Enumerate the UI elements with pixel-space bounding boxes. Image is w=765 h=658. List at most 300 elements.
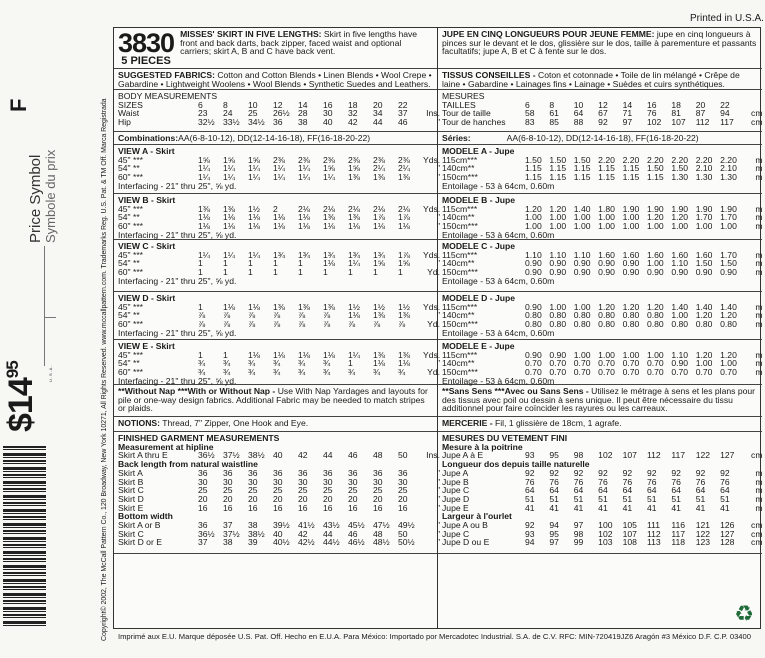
row-value: 102 [598, 450, 613, 461]
row-value: 34 [373, 108, 383, 119]
row-value: ⅞ [223, 310, 231, 321]
row-value: 42 [298, 450, 308, 461]
row-value: 1.15 [573, 172, 591, 183]
row-value: 16 [248, 502, 258, 513]
row-value: 1.15 [573, 163, 591, 174]
row-label: 60" *** [118, 267, 144, 278]
row-value: 36 [273, 117, 283, 128]
row-value: 1⅝ [248, 154, 260, 165]
row-value: 1.00 [598, 221, 615, 232]
view-section [438, 240, 762, 292]
notions-label: MERCERIE - [442, 418, 493, 428]
view-title: MODELE D - Jupe [442, 293, 516, 303]
measurement-row [442, 537, 763, 548]
row-value: 40½ [273, 537, 290, 548]
row-value: 1.20 [720, 310, 737, 321]
row-value: ¾ [273, 358, 281, 369]
row-value: 0.90 [525, 258, 542, 269]
row-value: 1⅞ [373, 212, 385, 223]
row-value: 20 [248, 493, 258, 504]
row-value: 1.00 [549, 212, 567, 223]
row-value: 37 [198, 537, 208, 548]
row-value: 37½ [223, 450, 240, 461]
row-value: 1⅜ [323, 301, 335, 312]
row-value: 16 [198, 502, 208, 513]
row-value: 1.15 [646, 172, 664, 183]
price-code: F [6, 98, 31, 112]
row-value: 0.80 [622, 319, 640, 330]
interfacing: Entoilage - 53 à 64cm, 0.60m [442, 327, 555, 338]
row-value: 1⅛ [248, 212, 260, 223]
row-value: 1 [198, 258, 203, 269]
row-value: 58 [525, 108, 535, 119]
view-section [114, 292, 441, 340]
row-value: 20 [198, 493, 208, 504]
row-value: 0.90 [671, 358, 689, 369]
row-value: 0.80 [646, 310, 664, 321]
row-value: 126 [720, 520, 735, 531]
header-section [438, 28, 762, 69]
row-unit: " [436, 172, 440, 183]
row-value: ¾ [198, 358, 206, 369]
row-unit: m [755, 358, 763, 369]
combinations [442, 134, 759, 143]
row-value: 1 [373, 267, 378, 278]
row-value: 1.30 [671, 172, 689, 183]
row-value: 18 [348, 99, 358, 110]
row-value: 1⅛ [323, 349, 335, 360]
row-value: 92 [671, 467, 681, 478]
row-value: 0.90 [549, 267, 567, 278]
measurement-row [442, 117, 763, 128]
row-value: 2.10 [695, 163, 713, 174]
row-value: 1¼ [248, 163, 260, 174]
row-value: ¾ [273, 367, 281, 378]
row-value: 10 [248, 99, 258, 110]
row-value: 0.90 [525, 349, 542, 360]
row-value: 25 [248, 108, 258, 119]
row-value: ¾ [348, 367, 356, 378]
row-value: 2 [273, 203, 278, 214]
row-value: 94 [549, 520, 559, 531]
row-value: 98 [573, 528, 584, 539]
view-section [114, 145, 441, 194]
view-title: VIEW C - Skirt [118, 241, 176, 251]
row-value: 71 [622, 108, 633, 119]
row-value: ¾ [223, 358, 231, 369]
row-value: 1¼ [348, 349, 360, 360]
nap-note-text: Utilisez le métrage à sens et les plans pour des tissus avec poil ou dessin à sens unique. Il peut être nécessaire du tissu additionnel pour faire coïncider les rayures ou les carreaux. [442, 386, 756, 414]
row-value: 48 [373, 528, 383, 539]
nap-note [442, 387, 759, 413]
row-value: ⅞ [248, 310, 256, 321]
row-value: 127 [720, 528, 735, 539]
row-value: 87 [695, 108, 706, 119]
row-value: 1¼ [223, 172, 235, 183]
row-value: 2.10 [720, 163, 737, 174]
row-value: 64 [525, 485, 535, 496]
row-value: 1.50 [646, 163, 664, 174]
row-value: 1⅜ [398, 172, 410, 183]
row-unit: Yds. [423, 203, 441, 214]
row-value: 1.60 [695, 249, 713, 260]
row-value: 112 [695, 117, 710, 128]
row-label: 60" *** [118, 221, 144, 232]
row-value: 1 [248, 267, 253, 278]
row-value: 36 [348, 467, 358, 478]
row-label: Waist [118, 108, 140, 119]
fabrics [118, 71, 434, 88]
row-value: 92 [525, 467, 535, 478]
view-title: MODELE E - Jupe [442, 341, 515, 351]
row-value: 1.60 [646, 249, 664, 260]
row-value: 41 [573, 502, 584, 513]
row-unit: " [436, 502, 440, 513]
row-value: 50 [398, 528, 408, 539]
fabrics-text: Coton et cotonnade • Toile de lin mélangé • Crêpe de laine • Gabardine • Lainages fins • Lainage • Suèdes et cuirs synthétiques. [442, 70, 740, 89]
nap-note-text: Use With Nap Yardages and layouts for pile or one-way design fabrics. Additional Fabric may be needed to match stripes or plaids. [118, 386, 428, 414]
row-value: 0.90 [549, 349, 567, 360]
row-value: 46 [398, 117, 408, 128]
view-title: VIEW D - Skirt [118, 293, 176, 303]
row-value: 0.80 [573, 319, 591, 330]
row-value: 116 [671, 520, 686, 531]
row-unit: m [755, 163, 763, 174]
nap-note-section [438, 385, 762, 417]
row-value: ¾ [248, 367, 256, 378]
row-label: Jupe C [442, 528, 470, 539]
row-value: 1¼ [223, 163, 235, 174]
body-measurements-section [438, 90, 762, 132]
row-label: 140cm** [442, 358, 475, 369]
row-value: 0.90 [525, 301, 542, 312]
row-value: 41 [720, 502, 730, 513]
row-value: 30 [298, 476, 308, 487]
row-value: 34½ [248, 117, 265, 128]
row-unit: m [755, 485, 763, 496]
row-value: 1¼ [248, 249, 260, 260]
measurement-row [118, 537, 440, 548]
pattern-description-text: Skirt in five lengths have front and back darts, back zipper, faced waist and optional carriers; skirt A, B and C have back vent. [180, 29, 418, 57]
row-label: 150cm*** [442, 172, 478, 183]
row-value: 2.20 [720, 154, 737, 165]
row-value: 2⅛ [323, 203, 335, 214]
row-value: 0.70 [525, 367, 542, 378]
row-label: 60" *** [118, 319, 144, 330]
row-value: 25 [248, 485, 258, 496]
row-label: 54" ** [118, 212, 140, 223]
row-value: 16 [323, 99, 333, 110]
row-value: 36½ [198, 528, 215, 539]
row-unit: Yds. [423, 154, 441, 165]
row-value: 1 [398, 267, 403, 278]
row-unit: m [755, 467, 763, 478]
row-label: 45" *** [118, 154, 144, 165]
row-value: 24 [223, 108, 233, 119]
interfacing: Entoilage - 53 à 64cm, 0.60m [442, 180, 555, 191]
row-value: 113 [646, 537, 661, 548]
view-section [114, 240, 441, 292]
row-label: 140cm** [442, 212, 475, 223]
row-unit: Yd. [427, 367, 440, 378]
row-value: 92 [598, 467, 608, 478]
row-label: 54" ** [118, 358, 140, 369]
row-value: 2⅜ [298, 154, 310, 165]
row-unit: cm [751, 117, 763, 128]
row-label: Jupe B [442, 476, 469, 487]
row-value: 44 [323, 450, 333, 461]
row-value: 25 [323, 485, 333, 496]
row-unit: cm [751, 528, 763, 539]
view-title: MODELE C - Jupe [442, 241, 516, 251]
row-value: 1.90 [671, 203, 689, 214]
row-label: 150cm*** [442, 267, 478, 278]
row-value: 28 [298, 108, 308, 119]
row-value: 1.00 [646, 349, 664, 360]
row-unit: m [755, 310, 763, 321]
row-value: 1⅝ [323, 163, 335, 174]
row-value: 105 [622, 520, 637, 531]
row-value: 1.15 [622, 163, 640, 174]
row-value: 1.40 [720, 301, 737, 312]
row-value: 1.20 [695, 349, 713, 360]
row-value: 51 [598, 493, 608, 504]
row-value: 30 [248, 476, 258, 487]
row-value: 20 [223, 493, 233, 504]
row-value: 0.90 [525, 267, 542, 278]
row-value: 40 [273, 528, 283, 539]
row-value: 39 [248, 537, 258, 548]
row-value: 76 [525, 476, 535, 487]
row-value: 2.20 [598, 154, 615, 165]
row-value: 14 [298, 99, 308, 110]
row-value: 1.80 [598, 203, 615, 214]
row-unit: m [755, 319, 763, 330]
row-value: ¾ [223, 367, 231, 378]
row-value: 46½ [348, 537, 365, 548]
row-value: 1⅛ [298, 221, 310, 232]
row-value: 1⅛ [398, 358, 410, 369]
row-value: 12 [598, 99, 608, 110]
finished-heading: FINISHED GARMENT MEASUREMENTS [118, 433, 280, 443]
row-value: 81 [671, 108, 681, 119]
row-value: 107 [622, 528, 637, 539]
row-value: 1.15 [622, 172, 640, 183]
row-value: 41 [598, 502, 608, 513]
row-value: 64 [695, 485, 706, 496]
pieces-count: 5 PIECES [121, 55, 171, 67]
row-value: 0.80 [549, 310, 567, 321]
row-label: Skirt A [118, 467, 143, 478]
row-value: 1⅜ [223, 203, 235, 214]
row-value: 0.70 [598, 358, 615, 369]
row-value: 1.00 [549, 301, 567, 312]
row-value: 112 [646, 528, 661, 539]
row-value: 1.30 [695, 172, 713, 183]
pattern-number: 3830 [118, 28, 175, 58]
interfacing: Interfacing - 21" thru 25", ⅝ yd. [118, 375, 237, 386]
row-unit: " [436, 163, 440, 174]
row-unit: m [755, 172, 763, 183]
pattern-description-text: jupe en cinq longueurs à pinces sur le devant et le dos, glissière sur le dos, taille à parementure et passants facultatifs; jupe A, B et C à fente sur le dos. [442, 29, 757, 57]
row-value: 51 [695, 493, 706, 504]
row-value: 46 [348, 450, 358, 461]
row-value: 36 [298, 467, 308, 478]
row-value: ⅞ [198, 310, 206, 321]
row-value: 1 [223, 349, 228, 360]
english-column [114, 28, 441, 628]
price-dollars: $14 [2, 378, 40, 432]
row-value: 51 [646, 493, 657, 504]
row-value: 51 [549, 493, 559, 504]
row-value: 1.40 [671, 301, 689, 312]
row-value: 1½ [248, 203, 260, 214]
row-value: 46 [348, 528, 358, 539]
row-value: 1.15 [598, 172, 615, 183]
row-label: 60" *** [118, 172, 144, 183]
interfacing: Interfacing - 21" thru 25", ⅝ yd. [118, 229, 237, 240]
row-value: 51 [525, 493, 535, 504]
row-unit: Ins. [426, 108, 440, 119]
view-title: VIEW B - Skirt [118, 195, 176, 205]
row-value: 30 [348, 476, 358, 487]
row-value: 10 [573, 99, 584, 110]
row-value: 1.10 [525, 249, 542, 260]
row-value: 95 [549, 528, 559, 539]
nap-note-label: **Without Nap ***With or Without Nap - [118, 386, 276, 396]
recycle-icon: ♻ [734, 601, 754, 626]
row-unit: " [436, 537, 440, 548]
row-label: SIZES [118, 99, 143, 110]
row-value: 30 [223, 476, 233, 487]
row-value: 2.20 [646, 154, 664, 165]
row-value: 51 [671, 493, 681, 504]
row-value: 0.80 [525, 310, 542, 321]
row-unit: m [755, 349, 763, 360]
row-value: 1.20 [525, 203, 542, 214]
row-value: 43½ [323, 520, 340, 531]
row-value: 6 [198, 99, 203, 110]
row-unit: " [436, 467, 440, 478]
row-label: 115cm*** [442, 154, 478, 165]
row-value: 1¾ [323, 249, 335, 260]
row-value: 85 [549, 117, 559, 128]
row-value: 93 [525, 450, 535, 461]
row-unit: m [755, 258, 763, 269]
row-value: 102 [646, 117, 662, 128]
row-value: 1.00 [573, 212, 591, 223]
row-unit: " [436, 310, 440, 321]
row-value: 14 [622, 99, 633, 110]
nap-note [118, 387, 434, 413]
row-value: 1.00 [622, 349, 640, 360]
row-value: 1¼ [323, 172, 335, 183]
french-column [438, 28, 762, 628]
row-value: 1⅛ [348, 310, 360, 321]
row-value: 41 [671, 502, 681, 513]
row-value: 1 [273, 267, 278, 278]
row-value: 0.80 [525, 319, 542, 330]
price-cents: 95 [3, 361, 22, 379]
row-value: 1¼ [298, 163, 310, 174]
row-value: 1.20 [622, 301, 640, 312]
row-value: 1.90 [646, 203, 664, 214]
row-value: 40 [323, 117, 333, 128]
row-value: ⅞ [223, 319, 231, 330]
row-value: 25 [273, 485, 283, 496]
row-value: 20 [273, 493, 283, 504]
row-unit: " [436, 493, 440, 504]
row-value: 1.50 [671, 163, 689, 174]
combinations-label: Combinations: [118, 133, 179, 143]
row-value: 117 [720, 117, 734, 128]
view-title: MODELE A - Jupe [442, 146, 515, 156]
row-unit: Yds. [423, 249, 441, 260]
row-unit: Yds. [423, 301, 441, 312]
pattern-id [118, 30, 174, 68]
row-label: Skirt C [118, 528, 144, 539]
row-value: 76 [646, 108, 657, 119]
row-value: 1⅜ [298, 301, 310, 312]
row-value: 1.10 [671, 258, 689, 269]
nap-note-section [114, 385, 437, 417]
price-symbol-label: Price Symbol [27, 154, 44, 243]
row-value: 33½ [223, 117, 240, 128]
row-value: 25 [198, 485, 208, 496]
row-value: 50½ [398, 537, 415, 548]
row-value: 1⅜ [348, 172, 360, 183]
row-value: 2.20 [695, 154, 713, 165]
row-value: 36 [273, 467, 283, 478]
row-value: 1¼ [273, 172, 285, 183]
row-value: 92 [622, 467, 633, 478]
row-value: 16 [223, 502, 233, 513]
row-value: 0.70 [549, 367, 567, 378]
row-value: 41 [695, 502, 706, 513]
row-value: 2¼ [373, 163, 385, 174]
combinations-section [438, 132, 762, 145]
row-value: ⅞ [198, 319, 206, 330]
row-value: 32½ [198, 117, 215, 128]
row-value: ¾ [198, 367, 206, 378]
row-label: Skirt C [118, 485, 144, 496]
row-label: Skirt A thru E [118, 450, 168, 461]
row-value: 2⅛ [373, 203, 385, 214]
row-value: 1⅝ [198, 154, 210, 165]
row-label: Skirt D or E [118, 537, 162, 548]
row-value: 1 [323, 267, 328, 278]
row-label: Jupe D [442, 493, 470, 504]
row-value: 0.70 [549, 358, 567, 369]
row-value: 6 [525, 99, 530, 110]
row-value: 30 [198, 476, 208, 487]
footer-text: Imprimé aux E.U. Marque déposée U.S. Pat. Off. Hecho en E.U.A. Para México: Importado por Mercadotec Industrial. S.A. de C.V. RFC: MIN-720419JZ6 Aragón #3 México D.F. C.P. 03400 [118, 632, 751, 641]
row-value: ⅞ [298, 310, 306, 321]
row-label: Jupe D ou E [442, 537, 490, 548]
view-section [438, 145, 762, 194]
row-value: 25 [373, 485, 383, 496]
finished-subheading: Back length from natural waistline [118, 459, 258, 470]
pattern-info-panel [113, 27, 761, 629]
divider [44, 246, 45, 366]
row-value: 1.00 [573, 349, 591, 360]
row-value: 92 [695, 467, 706, 478]
printed-in: Printed in U.S.A. [690, 13, 764, 24]
row-value: 1¼ [198, 163, 210, 174]
row-value: 47½ [373, 520, 390, 531]
fabrics-label: SUGGESTED FABRICS: [118, 70, 215, 80]
row-value: 1.10 [671, 349, 689, 360]
